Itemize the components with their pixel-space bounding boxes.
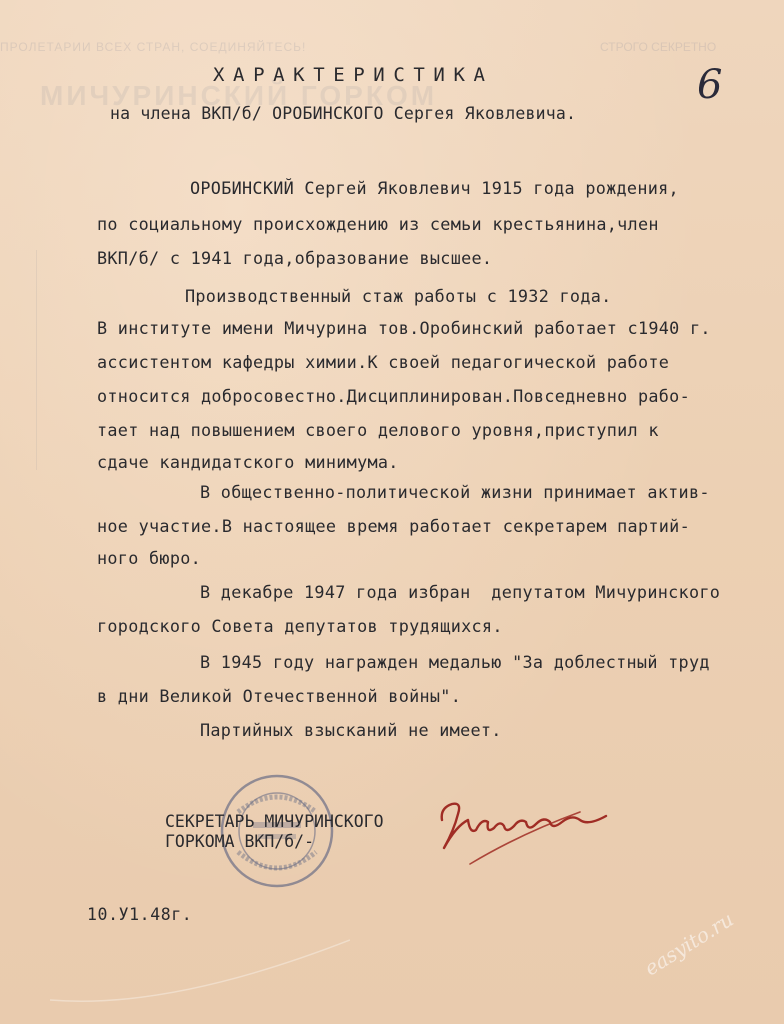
handwritten-signature: [430, 790, 620, 870]
decorative-curve: [50, 930, 350, 1010]
body-line: ВКП/б/ с 1941 года,образование высшее.: [97, 248, 493, 268]
site-watermark: easyito.ru: [640, 906, 738, 981]
document-title: ХАРАКТЕРИСТИКА: [213, 64, 494, 86]
background-margin-ghost: [6, 250, 37, 470]
signer-title-line: СЕКРЕТАРЬ МИЧУРИНСКОГО: [165, 812, 384, 831]
body-line: В декабре 1947 года избран депутатом Мичуринского: [200, 582, 721, 602]
body-line: относится добросовестно.Дисциплинирован.Повседневно рабо-: [97, 386, 690, 406]
background-letterhead-ghost: ПРОЛЕТАРИИ ВСЕХ СТРАН, СОЕДИНЯЙТЕСЬ!: [0, 40, 307, 54]
body-line: В институте имени Мичурина тов.Оробинский работает с1940 г.: [97, 318, 711, 338]
body-line: тает над повышением своего делового уровня,приступил к: [97, 420, 659, 440]
background-letterhead-ghost: СТРОГО СЕКРЕТНО: [600, 40, 717, 54]
document-date: 10.У1.48г.: [87, 905, 193, 924]
body-line: Партийных взысканий не имеет.: [200, 720, 502, 740]
body-line: Производственный стаж работы с 1932 года.: [185, 286, 612, 306]
body-line: городского Совета депутатов трудящихся.: [97, 616, 503, 636]
signer-title-line: ГОРКОМА ВКП/б/-: [165, 832, 315, 851]
signature-block: [165, 812, 384, 852]
document-subtitle: на члена ВКП/б/ ОРОБИНСКОГО Сергея Яковлевича.: [110, 104, 577, 123]
body-line: В общественно-политической жизни принимает актив-: [200, 482, 710, 502]
background-letterhead-ghost: МИЧУРИНСКИЙ ГОРКОМ: [40, 80, 438, 111]
body-line: ОРОБИНСКИЙ Сергей Яковлевич 1915 года рождения,: [190, 178, 679, 198]
page-number: 6: [697, 62, 723, 108]
body-line: в дни Великой Отечественной войны".: [97, 686, 462, 706]
body-line: ное участие.В настоящее время работает секретарем партий-: [97, 516, 690, 536]
body-line: сдаче кандидатского минимума.: [97, 452, 399, 472]
body-line: ассистентом кафедры химии.К своей педагогической работе: [97, 352, 670, 372]
body-line: по социальному происхождению из семьи крестьянина,член: [97, 214, 659, 234]
body-line: ного бюро.: [97, 548, 202, 568]
body-line: В 1945 году награжден медалью "За доблестный труд: [200, 652, 710, 672]
